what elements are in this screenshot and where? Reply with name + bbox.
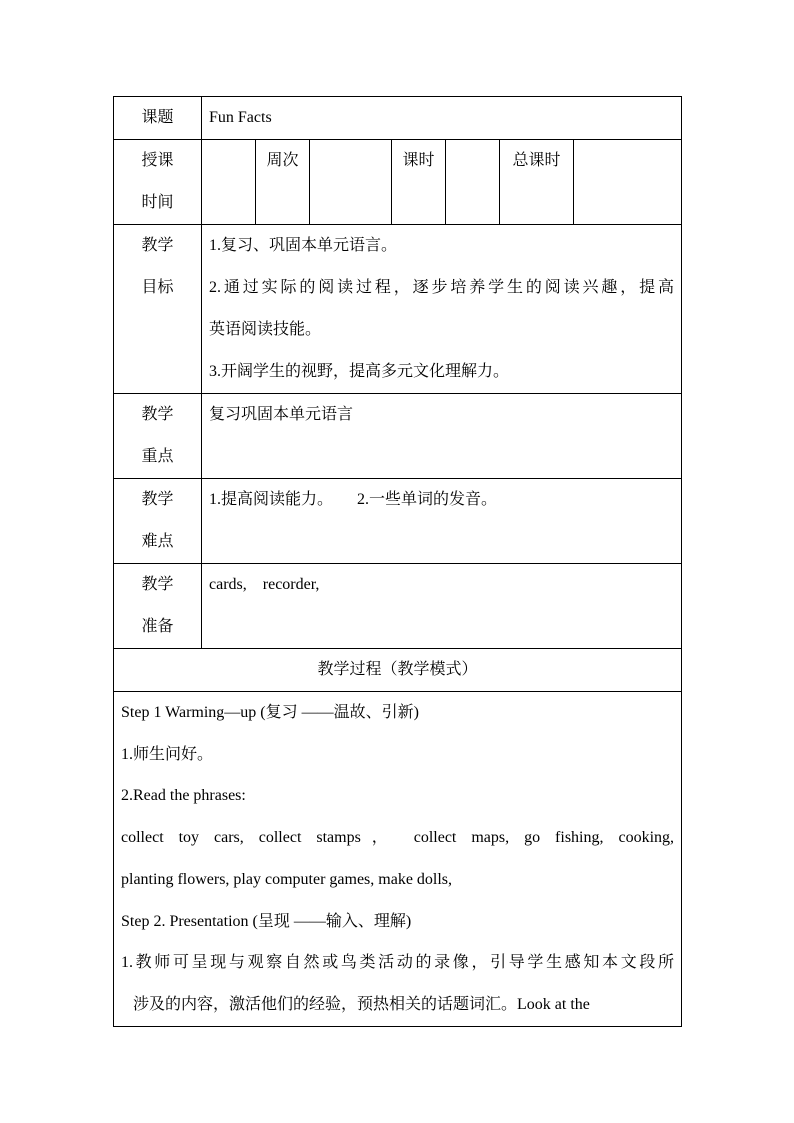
time-blank-cell xyxy=(202,140,256,225)
topic-value: Fun Facts xyxy=(202,97,682,140)
lesson-plan-table xyxy=(113,96,682,1027)
difficulties-label-line2: 难点 xyxy=(141,533,174,550)
process-line: Step 1 Warming—up (复习 ——温故、引新) xyxy=(121,704,419,721)
objective-line: 2.通过实际的阅读过程，逐步培养学生的阅读兴趣，提高 xyxy=(209,279,675,296)
key-points-label-line1: 教学 xyxy=(141,406,174,423)
preparation-row xyxy=(114,564,682,649)
preparation-label-line2: 准备 xyxy=(141,618,174,635)
difficulties-label-cell xyxy=(114,479,202,564)
period-value-cell xyxy=(446,140,500,225)
time-label-line1: 授课 xyxy=(141,152,174,169)
time-label-cell xyxy=(114,140,202,225)
process-line: 涉及的内容，激活他们的经验，预热相关的话题词汇。Look at the xyxy=(133,995,590,1013)
process-heading-row xyxy=(114,649,682,692)
total-period-value-cell xyxy=(574,140,682,225)
objectives-label-line1: 教学 xyxy=(141,237,174,254)
key-points-row xyxy=(114,394,682,479)
week-value-cell xyxy=(310,140,392,225)
process-line: 2.Read the phrases: xyxy=(121,787,246,805)
objectives-value xyxy=(202,225,682,394)
objective-line: 英语阅读技能。 xyxy=(209,321,322,338)
difficulties-label-line1: 教学 xyxy=(141,491,174,508)
process-line: 1.师生问好。 xyxy=(121,745,214,763)
difficulties-value: 1.提高阅读能力。 2.一些单词的发音。 xyxy=(202,479,682,564)
process-line: planting flowers, play computer games, make dolls, xyxy=(121,870,453,888)
objective-line: 3.开阔学生的视野，提高多元文化理解力。 xyxy=(209,363,510,380)
total-period-label: 总课时 xyxy=(500,140,574,225)
objectives-label-line2: 目标 xyxy=(141,279,174,296)
process-body-row xyxy=(114,692,682,1027)
preparation-label-line1: 教学 xyxy=(141,576,174,593)
process-body xyxy=(114,692,682,1027)
preparation-value: cards, recorder, xyxy=(202,564,682,649)
key-points-value: 复习巩固本单元语言 xyxy=(202,394,682,479)
objectives-row xyxy=(114,225,682,394)
difficulties-row xyxy=(114,479,682,564)
preparation-label-cell xyxy=(114,564,202,649)
key-points-label-line2: 重点 xyxy=(141,448,174,465)
time-label-line2: 时间 xyxy=(141,194,174,211)
process-line: Step 2. Presentation (呈现 ——输入、理解) xyxy=(121,912,412,930)
time-row xyxy=(114,140,682,225)
topic-label-cell xyxy=(114,97,202,140)
week-label: 周次 xyxy=(256,140,310,225)
process-heading: 教学过程（教学模式） xyxy=(114,649,682,692)
topic-row xyxy=(114,97,682,140)
key-points-label-cell xyxy=(114,394,202,479)
process-line: collect toy cars, collect stamps， collect maps, go fishing, cooking, xyxy=(121,829,675,847)
objectives-label-cell xyxy=(114,225,202,394)
process-line: 1.教师可呈现与观察自然或鸟类活动的录像，引导学生感知本文段所 xyxy=(121,954,675,972)
period-label: 课时 xyxy=(392,140,446,225)
objective-line: 1.复习、巩固本单元语言。 xyxy=(209,237,398,254)
topic-label: 课题 xyxy=(141,109,174,126)
